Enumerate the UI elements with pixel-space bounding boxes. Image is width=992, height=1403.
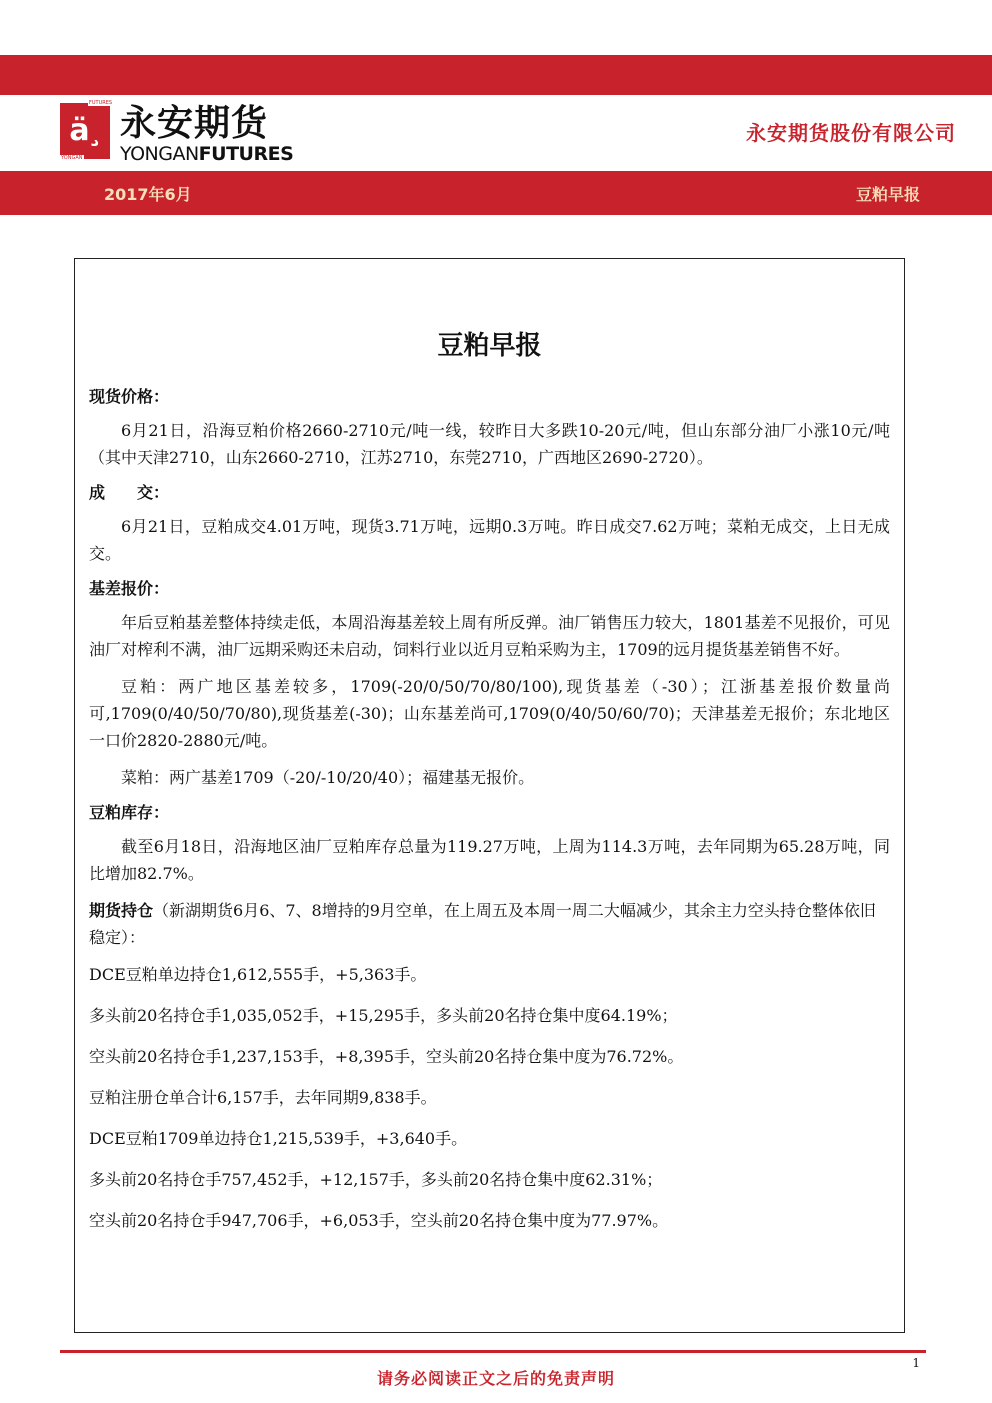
page-number: 1	[912, 1356, 920, 1370]
section-heading-positions: 期货持仓	[89, 901, 154, 920]
section-heading-volume: 成 交：	[89, 483, 170, 502]
logo-tag-top: FUTURES	[89, 100, 113, 106]
logo-tag-bottom: YONGAN	[61, 155, 83, 161]
report-content	[89, 385, 890, 1250]
section-heading-basis: 基差报价：	[89, 579, 170, 598]
positions-note: （新湖期货6月6、7、8增持的9月空单，在上周五及本周一周二大幅减少，其余主力空头持仓整体依旧稳定）：	[89, 901, 876, 947]
position-line: 多头前20名持仓手1,035,052手，+15,295手，多头前20名持仓集中度64.19%；	[89, 1006, 678, 1025]
paragraph: 年后豆粕基差整体持续走低，本周沿海基差较上周有所反弹。油厂销售压力较大，1801基差不见报价，可见油厂对榨利不满，油厂远期采购还未启动，饲料行业以近月豆粕采购为主，1709的远月提货基差销售不好。	[89, 613, 890, 659]
section-heading-inventory: 豆粕库存：	[89, 803, 170, 822]
paragraph: 6月21日，豆粕成交4.01万吨，现货3.71万吨，远期0.3万吨。昨日成交7.62万吨；菜粕无成交，上日无成交。	[89, 517, 890, 563]
footer-divider	[60, 1350, 926, 1353]
paragraph: 菜粕：两广基差1709（-20/-10/20/40）；福建基无报价。	[121, 768, 535, 787]
header-top-band	[0, 55, 992, 95]
logo-mark-icon: FUTURES ä¸ YONGAN	[61, 100, 113, 161]
company-logo	[60, 100, 294, 165]
report-date: 2017年6月	[104, 185, 192, 204]
position-line: 空头前20名持仓手947,706手，+6,053手，空头前20名持仓集中度为77.97%。	[89, 1211, 669, 1230]
position-line: 空头前20名持仓手1,237,153手，+8,395手，空头前20名持仓集中度为76.72%。	[89, 1047, 684, 1066]
disclaimer-text: 请务必阅读正文之后的免责声明	[376, 1369, 615, 1388]
document-title: 豆粕早报	[437, 331, 542, 361]
paragraph: 豆粕：两广地区基差较多，1709(-20/0/50/70/80/100),现货基差（-30）；江浙基差报价数量尚可,1709(0/40/50/70/80),现货基差(-30)；山东基差尚可,1709(0/40/50/60/70)；天津基差无报价；东北地区一口价2820-2880元/吨。	[89, 677, 890, 750]
position-line: DCE豆粕1709单边持仓1,215,539手，+3,640手。	[89, 1129, 468, 1148]
logo-english-name: YONGANFUTURES	[120, 143, 294, 165]
position-line: DCE豆粕单边持仓1,612,555手，+5,363手。	[89, 965, 427, 984]
report-type: 豆粕早报	[855, 185, 920, 204]
paragraph: 截至6月18日，沿海地区油厂豆粕库存总量为119.27万吨，上周为114.3万吨，去年同期为65.28万吨，同比增加82.7%。	[89, 837, 890, 883]
positions-intro	[89, 897, 890, 951]
report-body-box	[74, 258, 905, 1333]
position-line: 多头前20名持仓手757,452手，+12,157手，多头前20名持仓集中度62.31%；	[89, 1170, 663, 1189]
section-heading-spot-price: 现货价格：	[89, 387, 170, 406]
paragraph: 6月21日，沿海豆粕价格2660-2710元/吨一线，较昨日大多跌10-20元/吨，但山东部分油厂小涨10元/吨（其中天津2710，山东2660-2710，江苏2710，东莞2710，广西地区2690-2720）。	[89, 421, 890, 467]
logo-chinese-name: 永安期货	[120, 103, 269, 144]
company-name: 永安期货股份有限公司	[746, 121, 956, 145]
position-line: 豆粕注册仓单合计6,157手，去年同期9,838手。	[89, 1088, 437, 1107]
